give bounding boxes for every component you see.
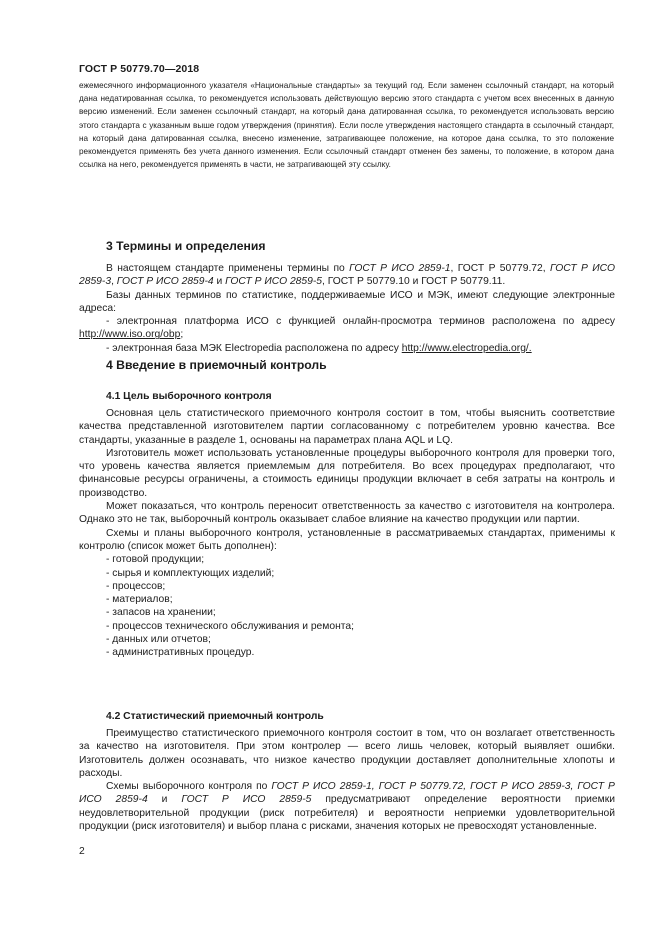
- list-item: - процессов;: [106, 580, 166, 592]
- list-item: - материалов;: [106, 594, 173, 606]
- section-4-1-paragraph-1: Основная цель статистического приемочного контроля состоит в том, чтобы выяснить соответствие качества представленной изготовителем партии согласованному с потребителем уровню качества. Все стандарты, указанные в разделе 1, основаны на параметрах плана AQL и LQ.: [79, 408, 615, 446]
- intro-paragraph: ежемесячного информационного указателя «Национальные стандарты» за текущий год. Если заменен ссылочный стандарт, на который дана недатированная ссылка, то рекомендуется использовать действующую версию этого стандарта с учетом всех внесенных в данную версию изменений. Если заменен ссылочный стандарт, на который дана датированная ссылка, то рекомендуется использовать версию этого стандарта с указанным выше годом утверждения (принятия). Если после утверждения настоящего стандарта в ссылочный стандарт, на который дана датированная ссылка, внесено изменение, затрагивающее положение, на которое дана ссылка, то это положение рекомендуется применять без учета данного изменения. Если ссылочный стандарт отменен без замены, то положение, в котором дана ссылка на него, рекомендуется применять в части, не затрагивающей эту ссылку.: [79, 81, 614, 170]
- section-4-heading: 4 Введение в приемочный контроль: [106, 358, 327, 372]
- standard-reference: ГОСТ Р ИСО 2859-5: [181, 794, 312, 806]
- list-item: - данных или отчетов;: [106, 634, 211, 646]
- section-4-1-paragraph-3: Может показаться, что контроль переносит ответственность за качество с изготовителя на контролера. Однако это не так, выборочный контроль оказывает слабое влияние на качество продукции или партии.: [79, 501, 615, 526]
- section-4-2-heading: 4.2 Статистический приемочный контроль: [106, 711, 324, 722]
- text-span: Схемы выборочного контроля по: [106, 781, 272, 793]
- standard-reference: ГОСТ Р ИСО 2859-1: [271, 781, 372, 793]
- text-span: ,: [371, 781, 379, 793]
- standard-reference: ГОСТ Р ИСО 2859-3: [79, 263, 615, 288]
- address-item-iso: [79, 315, 615, 342]
- section-3-paragraph-2: Базы данных терминов по статистике, поддерживаемые ИСО и МЭК, имеют следующие электронные адреса:: [79, 289, 615, 314]
- text-span: В настоящем стандарте применены термины по: [106, 263, 350, 274]
- section-3-heading: 3 Термины и определения: [106, 239, 266, 253]
- text-span: .: [502, 276, 506, 288]
- standard-reference: ГОСТ Р 50779.10: [327, 276, 410, 288]
- text-span: и: [409, 276, 422, 288]
- section-4-2-paragraph-1: Преимущество статистического приемочного контроля состоит в том, что он возлагает ответственность за качество на изготовителя. При этом контролер — всего лишь человек, который выявляет ошибки. Изготовитель должен осознавать, что низкое качество продукции доставляет дополнительные хлопоты и расходы.: [79, 728, 615, 779]
- list-item: - готовой продукции;: [106, 554, 205, 566]
- text-span: ,: [570, 781, 578, 793]
- text-span: ;: [180, 329, 184, 341]
- list-item: - административных процедур.: [106, 647, 255, 659]
- page-number: 2: [79, 846, 85, 857]
- section-4-2-body: [79, 727, 615, 833]
- document-header: ГОСТ Р 50779.70—2018: [79, 63, 200, 75]
- section-4-2-paragraph-2: [79, 780, 615, 833]
- text-span: - электронная платформа ИСО с функцией онлайн-просмотра терминов расположена по адресу: [106, 316, 615, 328]
- standard-reference: ГОСТ Р ИСО 2859-4: [116, 276, 214, 288]
- standard-reference: ГОСТ Р ИСО 2859-1: [349, 263, 451, 274]
- standard-reference: ГОСТ Р ИСО 2859-3: [470, 781, 571, 793]
- text-span: - электронная база МЭК Electropedia расположена по адресу: [106, 342, 402, 354]
- list-item: - процессов технического обслуживания и ремонта;: [106, 620, 354, 632]
- section-3-body: [79, 262, 615, 355]
- standard-reference: ГОСТ Р 50779.72: [378, 781, 464, 793]
- text-span: ,: [542, 263, 551, 274]
- list-item: - сырья и комплектующих изделий;: [106, 567, 275, 579]
- text-span: ,: [450, 263, 458, 274]
- section-3-paragraph-1: [79, 262, 615, 289]
- section-4-1-paragraph-4: Схемы и планы выборочного контроля, установленные в рассматриваемых стандартах, применимы к контролю (список может быть дополнен):: [79, 527, 615, 552]
- standard-reference: ГОСТ Р 50779.72: [457, 263, 543, 274]
- text-span: предусматривают определение вероятности приемки неудовлетворительной продукции (риск потребителя) и вероятности неприемки удовлетворительной продукции (риск изготовителя) и выбор плана с рисками, значения которых не превосходят установленные.: [79, 794, 615, 833]
- text-span: ,: [463, 781, 471, 793]
- electropedia-link[interactable]: http://www.electropedia.org/.: [401, 342, 532, 354]
- text-span: и: [147, 794, 182, 806]
- standard-reference: ГОСТ Р ИСО 2859-5: [225, 276, 323, 288]
- text-span: и: [213, 276, 226, 288]
- iso-obp-link[interactable]: http://www.iso.org/obp: [79, 329, 181, 341]
- section-4-1-body: [79, 407, 615, 660]
- standard-reference: ГОСТ Р ИСО 2859-4: [79, 781, 615, 806]
- address-item-iec: [79, 342, 615, 355]
- text-span: ,: [111, 276, 117, 288]
- standard-reference: ГОСТ Р 50779.11: [421, 276, 503, 288]
- text-span: ,: [322, 276, 328, 288]
- list-item: - запасов на хранении;: [106, 607, 216, 619]
- section-4-1-paragraph-2: Изготовитель может использовать установленные процедуры выборочного контроля для проверки того, что уровень качества является приемлемым для потребителя. Во всех процедурах предполагают, что финансовые ресурсы ограничены, а стоимость единицы продукции включает в себя затраты на контроль и производство.: [79, 447, 615, 499]
- section-4-1-heading: 4.1 Цель выборочного контроля: [106, 391, 272, 402]
